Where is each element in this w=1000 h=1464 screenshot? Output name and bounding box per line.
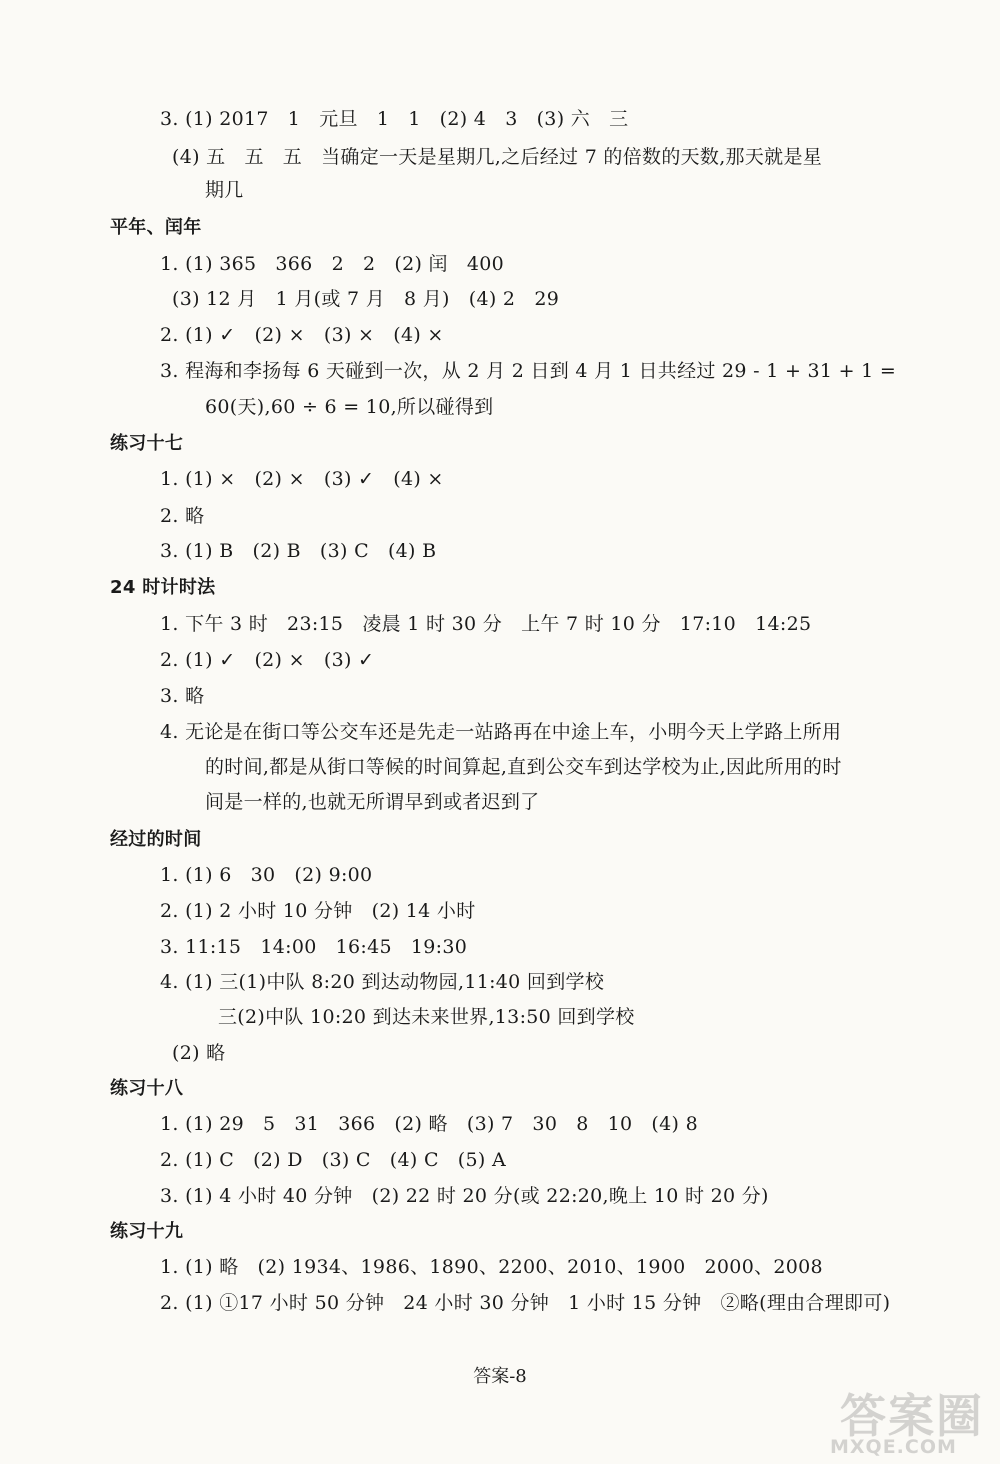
answer-line: (2) 略 [172, 1042, 226, 1064]
answer-line: (4) 五 五 五 当确定一天是星期几,之后经过 7 的倍数的天数,那天就是星 [172, 146, 823, 168]
answer-line: (3) 12 月 1 月(或 7 月 8 月) (4) 2 29 [172, 288, 560, 310]
section-heading: 平年、闰年 [110, 217, 202, 238]
section-heading: 练习十七 [110, 433, 184, 454]
answer-line: 1. (1) 29 5 31 366 (2) 略 (3) 7 30 8 10 (4) 8 [160, 1113, 698, 1135]
answer-line: 3. (1) 2017 1 元旦 1 1 (2) 4 3 (3) 六 三 [160, 108, 629, 130]
answer-line: 1. 下午 3 时 23:15 凌晨 1 时 30 分 上午 7 时 10 分 17:10 14:25 [160, 613, 812, 635]
page-number: 答案-8 [473, 1366, 527, 1387]
answer-line: 3. (1) B (2) B (3) C (4) B [160, 540, 437, 562]
watermark-logo-text: 答案圈 [840, 1389, 984, 1443]
answer-line: 的时间,都是从街口等候的时间算起,直到公交车到达学校为止,因此所用的时 [205, 756, 842, 778]
answer-line: 1. (1) × (2) × (3) ✓ (4) × [160, 468, 444, 490]
answer-line: 60(天),60 ÷ 6 = 10,所以碰得到 [205, 396, 494, 418]
answer-line: 2. (1) ✓ (2) × (3) ✓ [160, 649, 375, 671]
section-heading: 练习十九 [110, 1221, 184, 1242]
answer-line: 2. (1) 2 小时 10 分钟 (2) 14 小时 [160, 900, 476, 922]
answer-line: 3. 略 [160, 685, 205, 707]
watermark-url: MXQE.COM [830, 1436, 957, 1458]
answer-line: 期几 [205, 179, 244, 201]
answer-line: 4. 无论是在街口等公交车还是先走一站路再在中途上车，小明今天上学路上所用 [160, 721, 842, 743]
section-heading: 练习十八 [110, 1078, 184, 1099]
answer-line: 3. 程海和李扬每 6 天碰到一次，从 2 月 2 日到 4 月 1 日共经过 29 - 1 + 31 + 1 = [160, 360, 897, 382]
watermark-logo [830, 1380, 995, 1460]
answer-line: 3. 11:15 14:00 16:45 19:30 [160, 936, 468, 958]
answer-line: 2. 略 [160, 505, 205, 527]
answer-line: 2. (1) C (2) D (3) C (4) C (5) A [160, 1149, 506, 1171]
answer-line: 4. (1) 三(1)中队 8:20 到达动物园,11:40 回到学校 [160, 971, 605, 993]
answer-line: 1. (1) 365 366 2 2 (2) 闰 400 [160, 253, 505, 275]
answer-line: 间是一样的,也就无所谓早到或者迟到了 [205, 791, 540, 813]
section-heading: 经过的时间 [110, 829, 202, 850]
answer-line: 1. (1) 略 (2) 1934、1986、1890、2200、2010、1900 2000、2008 [160, 1256, 823, 1278]
answer-line: 三(2)中队 10:20 到达未来世界,13:50 回到学校 [218, 1006, 635, 1028]
answer-line: 2. (1) ①17 小时 50 分钟 24 小时 30 分钟 1 小时 15 分钟 ②略(理由合理即可) [160, 1292, 891, 1314]
answer-line: 1. (1) 6 30 (2) 9:00 [160, 864, 373, 886]
answer-line: 2. (1) ✓ (2) × (3) × (4) × [160, 324, 444, 346]
answer-line: 3. (1) 4 小时 40 分钟 (2) 22 时 20 分(或 22:20,晚上 10 时 20 分) [160, 1185, 769, 1207]
section-heading: 24 时计时法 [110, 577, 216, 598]
